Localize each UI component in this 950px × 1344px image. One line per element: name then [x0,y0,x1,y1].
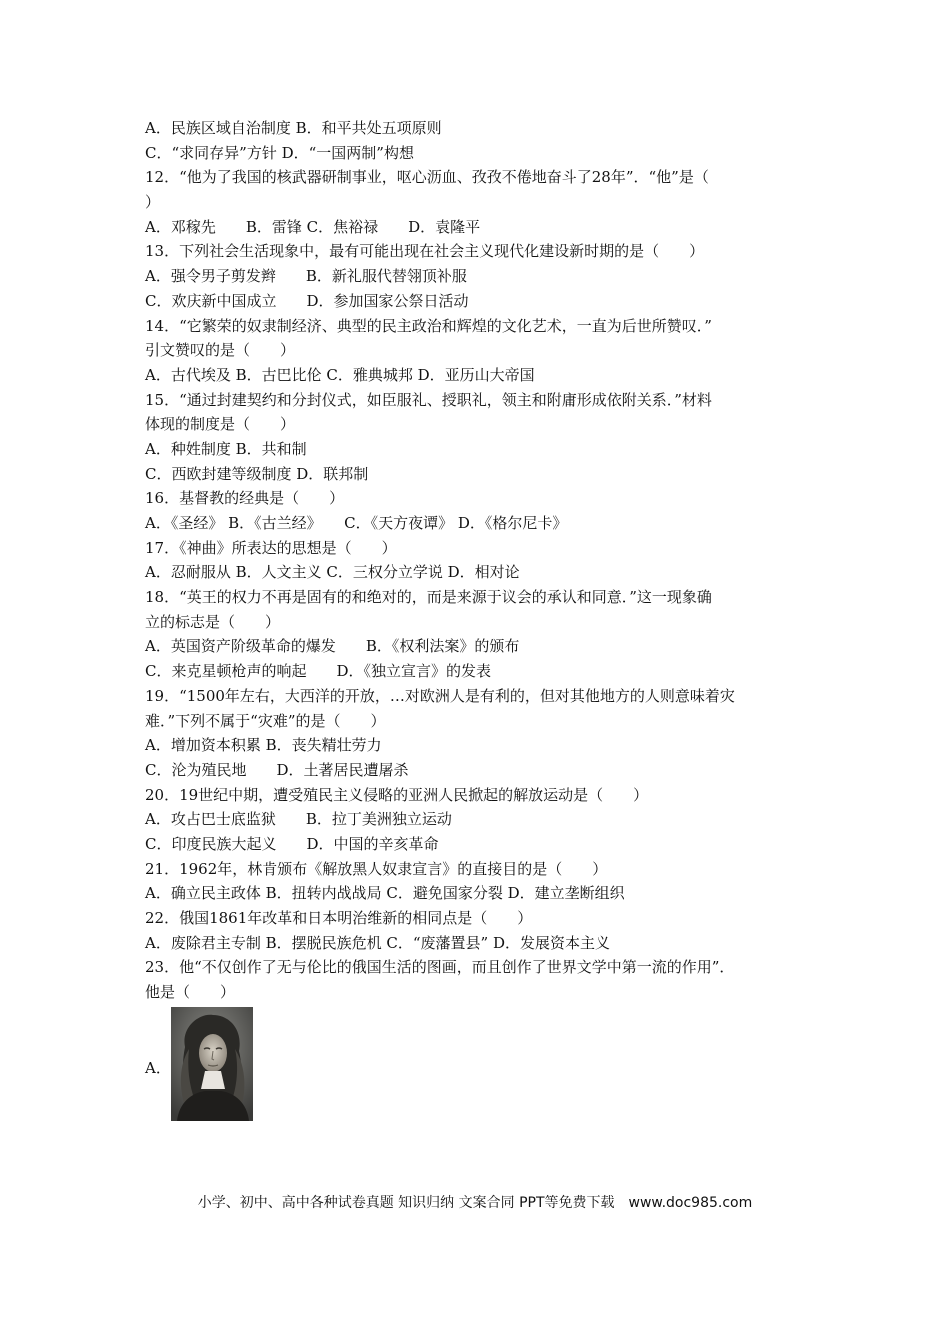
text-line: A．攻占巴士底监狱 B．拉丁美洲独立运动 [145,810,452,829]
text-line: 23．他“不仅创作了无与伦比的俄国生活的图画，而且创作了世界文学中第一流的作用”． [145,958,735,977]
text-line: C．沦为殖民地 D．土著居民遭屠杀 [145,760,409,779]
text-line: C．来克星顿枪声的响起 D．《独立宣言》的发表 [145,662,492,681]
text-line: 15．“通过封建契约和分封仪式，如臣服礼、授职礼，领主和附庸形成依附关系．”材料 [145,390,712,409]
text-line: A．古代埃及 B．古巴比伦 C．雅典城邦 D．亚历山大帝国 [145,365,535,384]
text-line: 12．“他为了我国的核武器研制事业，呕心沥血、孜孜不倦地奋斗了28年”．“他”是（ [145,168,709,187]
text-line: 19．“1500年左右，大西洋的开放，…对欧洲人是有利的，但对其他地方的人则意味着灾 [145,686,735,705]
text-line: C．“求同存异”方针 D．“一国两制”构想 [145,143,414,162]
text-line: C．欢庆新中国成立 D．参加国家公祭日活动 [145,291,469,310]
text-line: 体现的制度是（ ） [145,415,296,434]
text-line: A．民族区域自治制度 B．和平共处五项原则 [145,119,442,137]
text-line: 17．《神曲》所表达的思想是（ ） [145,538,397,557]
text-line: C．印度民族大起义 D．中国的辛亥革命 [145,834,439,853]
option-a-row [145,1007,825,1125]
text-line: 难．”下列不属于“灾难”的是（ ） [145,711,386,730]
text-line: A．邓稼先 B．雷锋 C．焦裕禄 D．袁隆平 [145,217,481,236]
text-line: C．西欧封建等级制度 D．联邦制 [145,464,369,483]
exam-content [145,116,825,1125]
page-footer: 小学、初中、高中各种试卷真题 知识归纳 文案合同 PPT等免费下载 www.doc985.com [197,1195,753,1211]
text-line: 16．基督教的经典是（ ） [145,489,345,508]
text-line: 22．俄国1861年改革和日本明治维新的相同点是（ ） [145,909,533,927]
text-line: A．英国资产阶级革命的爆发 B．《权利法案》的颁布 [145,637,520,656]
text-line: 21．1962年，林肯颁布《解放黑人奴隶宣言》的直接目的是（ ） [145,859,608,878]
portrait-image [171,1007,253,1121]
text-line: 20．19世纪中期，遭受殖民主义侵略的亚洲人民掀起的解放运动是（ ） [145,785,649,804]
text-line: A．废除君主专制 B．摆脱民族危机 C．“废藩置县” D．发展资本主义 [145,933,611,952]
text-line: A．增加资本积累 B．丧失精壮劳力 [145,736,382,755]
text-line: A．忍耐服从 B．人文主义 C．三权分立学说 D．相对论 [145,563,520,582]
text-line: 14．“它繁荣的奴隶制经济、典型的民主政治和辉煌的文化艺术，一直为后世所赞叹．” [145,316,712,335]
text-line: A．强令男子剪发辫 B．新礼服代替翎顶补服 [145,267,467,286]
text-line: 他是（ ） [145,983,236,1002]
text-line: A．种姓制度 B．共和制 [145,439,307,458]
text-line: A．《圣经》 B．《古兰经》 C．《天方夜谭》 D．《格尔尼卡》 [145,514,568,532]
text-line: ） [145,193,161,212]
text-line: 18．“英王的权力不再是固有的和绝对的，而是来源于议会的承认和同意．”这一现象确 [145,588,712,607]
text-line: A．确立民主政体 B．扭转内战战局 C．避免国家分裂 D．建立垄断组织 [145,884,625,903]
text-line: 13．下列社会生活现象中，最有可能出现在社会主义现代化建设新时期的是（ ） [145,242,705,261]
text-line: 引文赞叹的是（ ） [145,341,296,360]
option-a-label: A． [145,1058,171,1077]
text-line: 立的标志是（ ） [145,612,281,631]
